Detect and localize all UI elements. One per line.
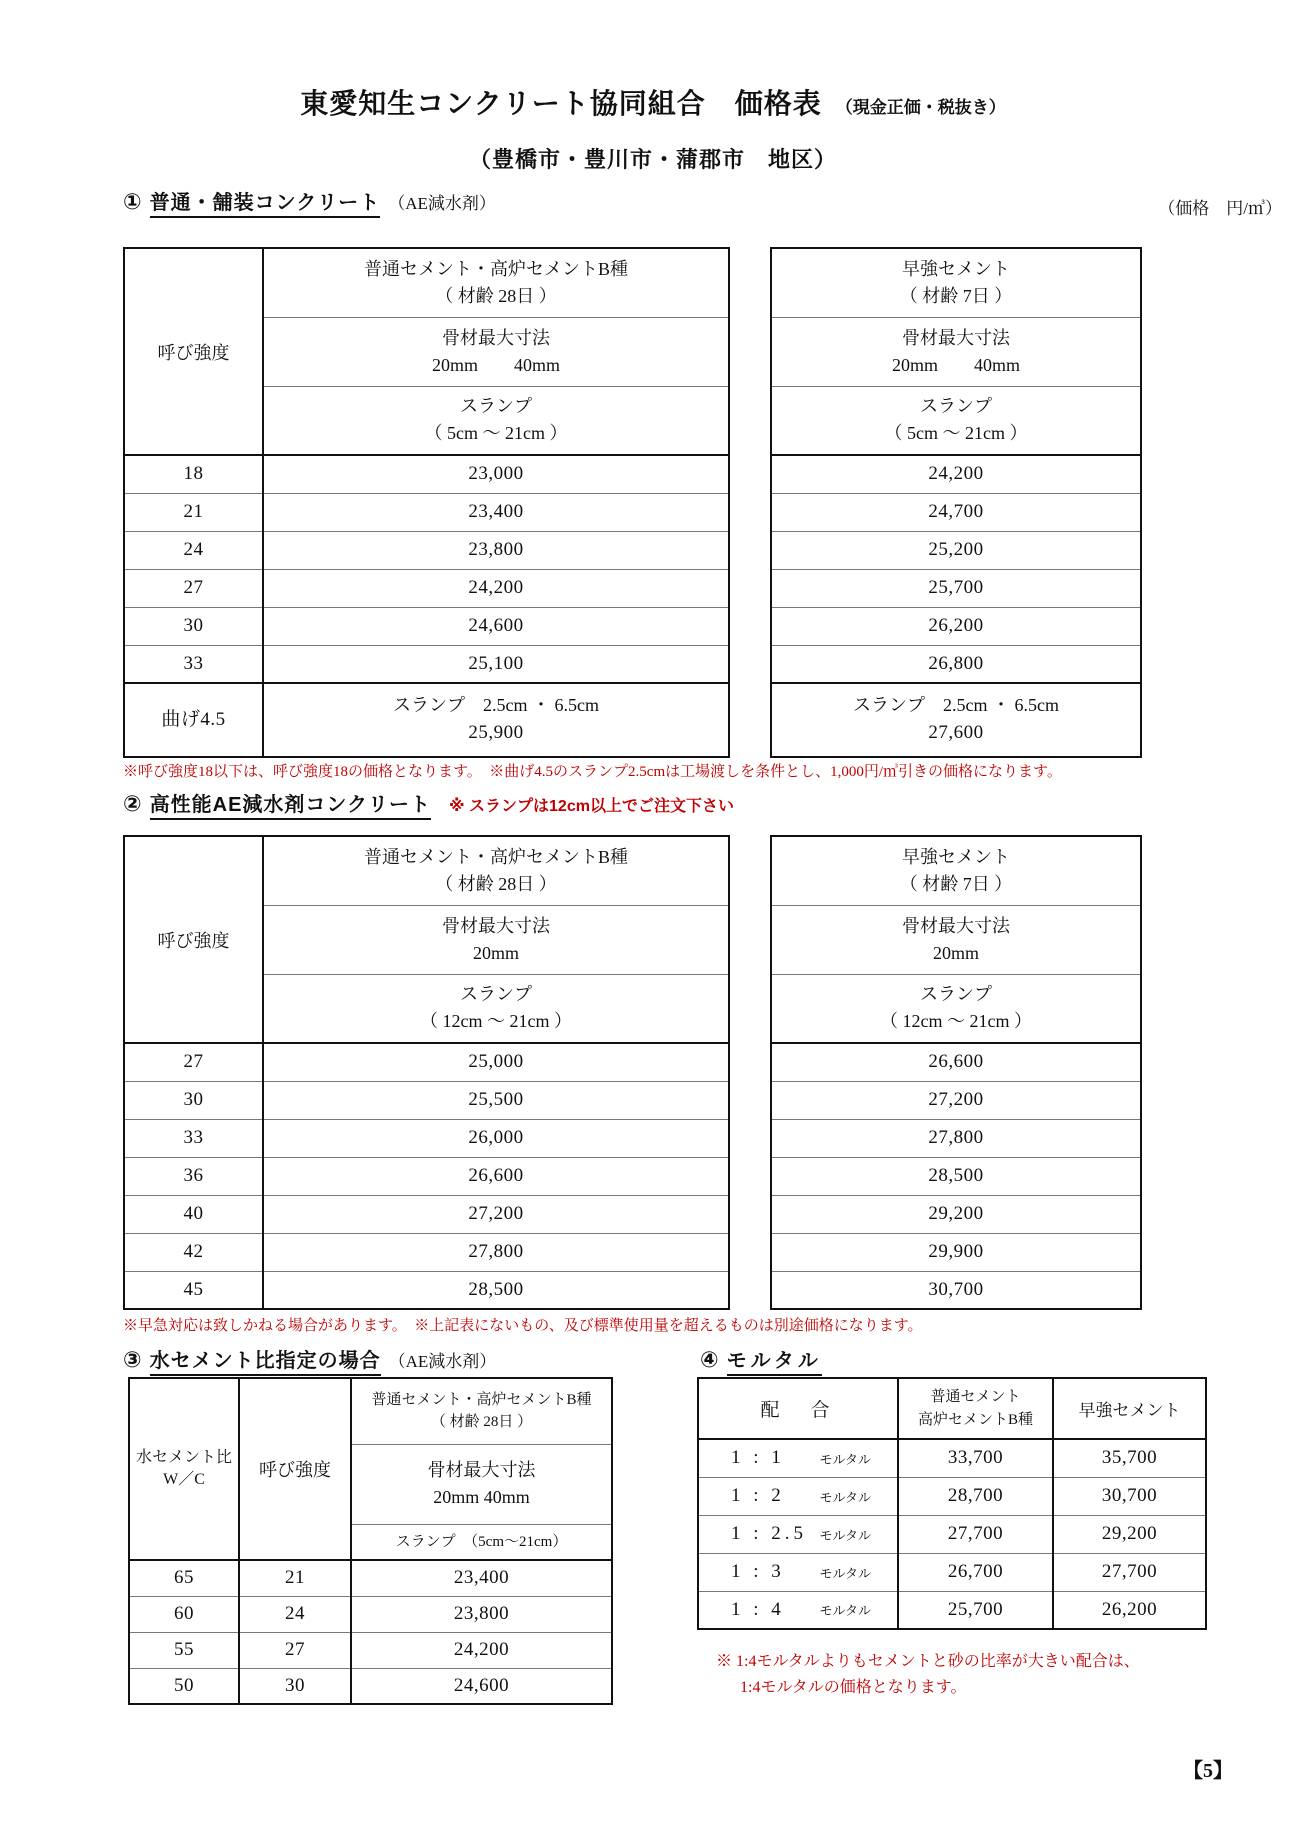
section4-number: ④ [700,1347,719,1372]
mix-ratio: 1 : 2.5 [731,1523,808,1544]
section1-tables [123,247,1142,758]
mortar-label: モルタル [819,1489,871,1505]
table-row [129,1560,612,1596]
price-cell: 25,000 [263,1043,729,1081]
table-row [698,1591,1206,1629]
bend-slump-note: スランプ 2.5cm ・ 6.5cm [393,694,599,715]
section1-heading [123,186,496,215]
price-cell: 27,700 [898,1515,1053,1553]
price-cell: 24,200 [263,569,729,607]
strength-cell: 30 [124,1081,263,1119]
strength-cell: 24 [124,531,263,569]
aggregate-header [263,317,729,386]
aggregate-header [771,905,1141,974]
document-title: 東愛知生コンクリート協同組合 価格表 [300,89,822,120]
wc-column-header [129,1378,239,1560]
strength-cell: 27 [124,569,263,607]
cement-name: 普通セメント・高炉セメントB種 [363,846,628,867]
cement-type-header [263,836,729,905]
table-row [124,645,729,683]
strength-cell: 36 [124,1157,263,1195]
slump-label: スランプ [920,396,992,417]
strength-cell: 18 [124,455,263,493]
strength-cell: 40 [124,1195,263,1233]
cement-age: （ 材齢 28日 ） [430,1414,533,1431]
cement-type-header [263,248,729,317]
slump-header [263,974,729,1043]
aggregate-label: 骨材最大寸法 [902,327,1010,348]
cement-name: 普通セメント・高炉セメントB種 [363,258,628,279]
table-row [771,569,1141,607]
table-row [771,531,1141,569]
section2-heading [123,788,734,817]
aggregate-sizes: 20mm [472,942,519,963]
slump-header [771,974,1141,1043]
price-unit-note: （価格 円/㎥） [1158,199,1282,218]
price-cell: 27,800 [771,1119,1141,1157]
price-cell: 27,200 [263,1195,729,1233]
table-row [124,455,729,493]
price-cell: 25,100 [263,645,729,683]
table-row [129,1596,612,1632]
table-row [124,531,729,569]
table-row [124,569,729,607]
price-cell: 24,600 [351,1668,612,1704]
section4-note-line2: 1:4モルタルの価格となります。 [740,1679,967,1696]
price-cell: 25,700 [771,569,1141,607]
normal-cement-line2: 高炉セメントB種 [917,1411,1033,1428]
cement-type-header [771,836,1141,905]
price-cell: 35,700 [1053,1439,1206,1477]
price-cell: 27,800 [263,1233,729,1271]
price-cell: 27,200 [771,1081,1141,1119]
price-cell: 24,700 [771,493,1141,531]
price-cell: 26,200 [1053,1591,1206,1629]
table-row [698,1439,1206,1477]
price-cell: 26,200 [771,607,1141,645]
slump-header [263,386,729,455]
price-cell: 24,200 [771,455,1141,493]
normal-cement-header [898,1378,1053,1439]
cement-age: （ 材齢 7日 ） [899,285,1013,306]
price-cell: 26,700 [898,1553,1053,1591]
price-cell: 25,200 [771,531,1141,569]
section2-normal-cement-table [123,835,730,1310]
aggregate-header [263,905,729,974]
strength-column-header: 呼び強度 [239,1378,351,1560]
mortar-label: モルタル [819,1527,871,1543]
cement-age: （ 材齢 28日 ） [435,285,557,306]
mix-ratio-cell [698,1477,898,1515]
section3-number: ③ [123,1347,142,1372]
table-row [771,1271,1141,1309]
price-cell: 23,400 [351,1560,612,1596]
table-row [124,1195,729,1233]
price-cell: 29,900 [771,1233,1141,1271]
strength-cell: 45 [124,1271,263,1309]
document-title-row [0,82,1306,122]
section2-early-cement-table [770,835,1142,1310]
cement-name: 早強セメント [902,846,1010,867]
wc-cell: 55 [129,1632,239,1668]
price-cell: 26,000 [263,1119,729,1157]
section2-number: ② [123,791,142,816]
price-cell: 23,400 [263,493,729,531]
cement-name: 早強セメント [902,258,1010,279]
table-row [124,493,729,531]
price-cell: 26,600 [263,1157,729,1195]
section1-title: 普通・舗装コンクリート [150,192,381,218]
bend-price: 25,900 [468,721,524,743]
document-subtitle: （豊橋市・豊川市・蒲郡市 地区） [468,147,837,172]
section2-tables [123,835,1142,1310]
table-row [124,1081,729,1119]
price-cell: 23,800 [351,1596,612,1632]
section4-heading [700,1344,822,1373]
cement-type-header [771,248,1141,317]
price-cell: 33,700 [898,1439,1053,1477]
price-cell: 25,500 [263,1081,729,1119]
table-row [771,1157,1141,1195]
table-row [771,645,1141,683]
table-row [698,1477,1206,1515]
table-row [124,1119,729,1157]
price-cell: 30,700 [771,1271,1141,1309]
wc-cell: 60 [129,1596,239,1632]
mix-ratio-cell [698,1439,898,1477]
section4-note-line1: ※ 1:4モルタルよりもセメントと砂の比率が大きい配合は、 [716,1653,1140,1670]
strength-cell: 27 [239,1632,351,1668]
normal-cement-line1: 普通セメント [930,1389,1021,1405]
table-row [698,1515,1206,1553]
aggregate-label: 骨材最大寸法 [442,915,550,936]
mix-ratio-cell [698,1591,898,1629]
table-row [129,1668,612,1704]
bend-price: 27,600 [928,721,984,743]
section1-title-note: （AE減水剤） [388,194,496,213]
section2-title: 高性能AE減水剤コンクリート [150,794,431,820]
aggregate-label: 骨材最大寸法 [427,1460,536,1480]
section2-title-note: ※ スランプは12cm以上でご注文下さい [449,798,734,815]
price-cell: 25,700 [898,1591,1053,1629]
wc-label-line1: 水セメント比 [135,1448,232,1466]
table-row [124,1271,729,1309]
table-row [771,1233,1141,1271]
mortar-label: モルタル [819,1451,871,1467]
table-row [698,1553,1206,1591]
table-row [771,1043,1141,1081]
mix-ratio: 1 : 3 [731,1561,785,1582]
price-cell: 28,500 [263,1271,729,1309]
aggregate-header [771,317,1141,386]
mortar-label: モルタル [819,1565,871,1581]
slump-label: スランプ [920,984,992,1005]
table-row [771,493,1141,531]
strength-cell: 21 [124,493,263,531]
document-title-note: （現金正価・税抜き） [835,98,1006,117]
bend-price-cell [771,683,1141,757]
section3-title-note: （AE減水剤） [388,1352,497,1371]
strength-cell: 33 [124,1119,263,1157]
aggregate-label: 骨材最大寸法 [902,915,1010,936]
mix-ratio: 1 : 1 [731,1447,785,1469]
table-row [771,455,1141,493]
price-cell: 26,600 [771,1043,1141,1081]
table-row [771,607,1141,645]
aggregate-sizes: 20mm [932,942,979,963]
mix-ratio: 1 : 4 [731,1598,785,1620]
price-cell: 29,200 [1053,1515,1206,1553]
price-cell: 29,200 [771,1195,1141,1233]
section3-title: 水セメント比指定の場合 [150,1350,381,1376]
section4-mortar-table [697,1377,1207,1630]
early-cement-header: 早強セメント [1053,1378,1206,1439]
mix-ratio: 1 : 2 [731,1485,785,1506]
price-cell: 26,800 [771,645,1141,683]
slump-label: スランプ [460,984,532,1005]
mix-ratio-cell [698,1553,898,1591]
section1-note: ※呼び強度18以下は、呼び強度18の価格となります。 ※曲げ4.5のスランプ2.5cmは工場渡しを条件とし、1,000円/㎥引きの価格になります。 [123,764,1062,780]
wc-cell: 50 [129,1668,239,1704]
page-number: 【5】 [1183,1760,1233,1782]
price-cell: 23,800 [263,531,729,569]
wc-cell: 65 [129,1560,239,1596]
aggregate-sizes: 20mm 40mm [433,1487,530,1507]
table-row [124,607,729,645]
cement-age: （ 材齢 28日 ） [435,873,557,894]
aggregate-sizes: 20mm 40mm [431,354,560,375]
slump-label: スランプ [460,396,532,417]
strength-column-header: 呼び強度 [124,836,263,1043]
table-row [771,1195,1141,1233]
cement-age: （ 材齢 7日 ） [899,873,1013,894]
section3-wc-table [128,1377,613,1705]
mix-ratio-cell [698,1515,898,1553]
mix-column-header: 配 合 [698,1378,898,1439]
section2-note: ※早急対応は致しかねる場合があります。 ※上記表にないもの、及び標準使用量を超えるものは別途価格になります。 [123,1318,923,1334]
aggregate-label: 骨材最大寸法 [442,327,550,348]
table-row [124,1043,729,1081]
strength-cell: 27 [124,1043,263,1081]
price-cell: 30,700 [1053,1477,1206,1515]
strength-cell: 42 [124,1233,263,1271]
price-cell: 27,700 [1053,1553,1206,1591]
bend-row [771,683,1141,757]
slump-header [771,386,1141,455]
section1-normal-cement-table [123,247,730,758]
bend-price-cell [263,683,729,757]
slump-range: （ 12cm ～ 21cm ） [880,1011,1032,1032]
bend-slump-note: スランプ 2.5cm ・ 6.5cm [853,694,1059,715]
cement-name: 普通セメント・高炉セメントB種 [371,1391,592,1408]
price-cell: 23,000 [263,455,729,493]
slump-range: （ 5cm ～ 21cm ） [884,423,1028,444]
aggregate-header [351,1444,612,1524]
section1-number: ① [123,189,142,214]
table-row [124,1157,729,1195]
wc-label-line2: W／C [163,1471,205,1488]
price-cell: 24,600 [263,607,729,645]
strength-cell: 24 [239,1596,351,1632]
section1-early-cement-table [770,247,1142,758]
mortar-label: モルタル [819,1603,871,1619]
slump-range: （ 12cm ～ 21cm ） [420,1011,572,1032]
table-row [771,1119,1141,1157]
slump-header: スランプ （5cm～21cm） [351,1524,612,1560]
bend-row [124,683,729,757]
price-cell: 28,500 [771,1157,1141,1195]
price-cell: 24,200 [351,1632,612,1668]
section3-heading [123,1344,496,1373]
strength-cell: 21 [239,1560,351,1596]
table-row [771,1081,1141,1119]
bend-strength-cell: 曲げ4.5 [124,683,263,757]
strength-column-header: 呼び強度 [124,248,263,455]
strength-cell: 33 [124,645,263,683]
aggregate-sizes: 20mm 40mm [891,354,1020,375]
section4-title: モルタル [727,1350,822,1376]
table-row [129,1632,612,1668]
strength-cell: 30 [239,1668,351,1704]
cement-type-header [351,1378,612,1444]
table-row [124,1233,729,1271]
strength-cell: 30 [124,607,263,645]
slump-range: （ 5cm ～ 21cm ） [424,423,568,444]
price-cell: 28,700 [898,1477,1053,1515]
